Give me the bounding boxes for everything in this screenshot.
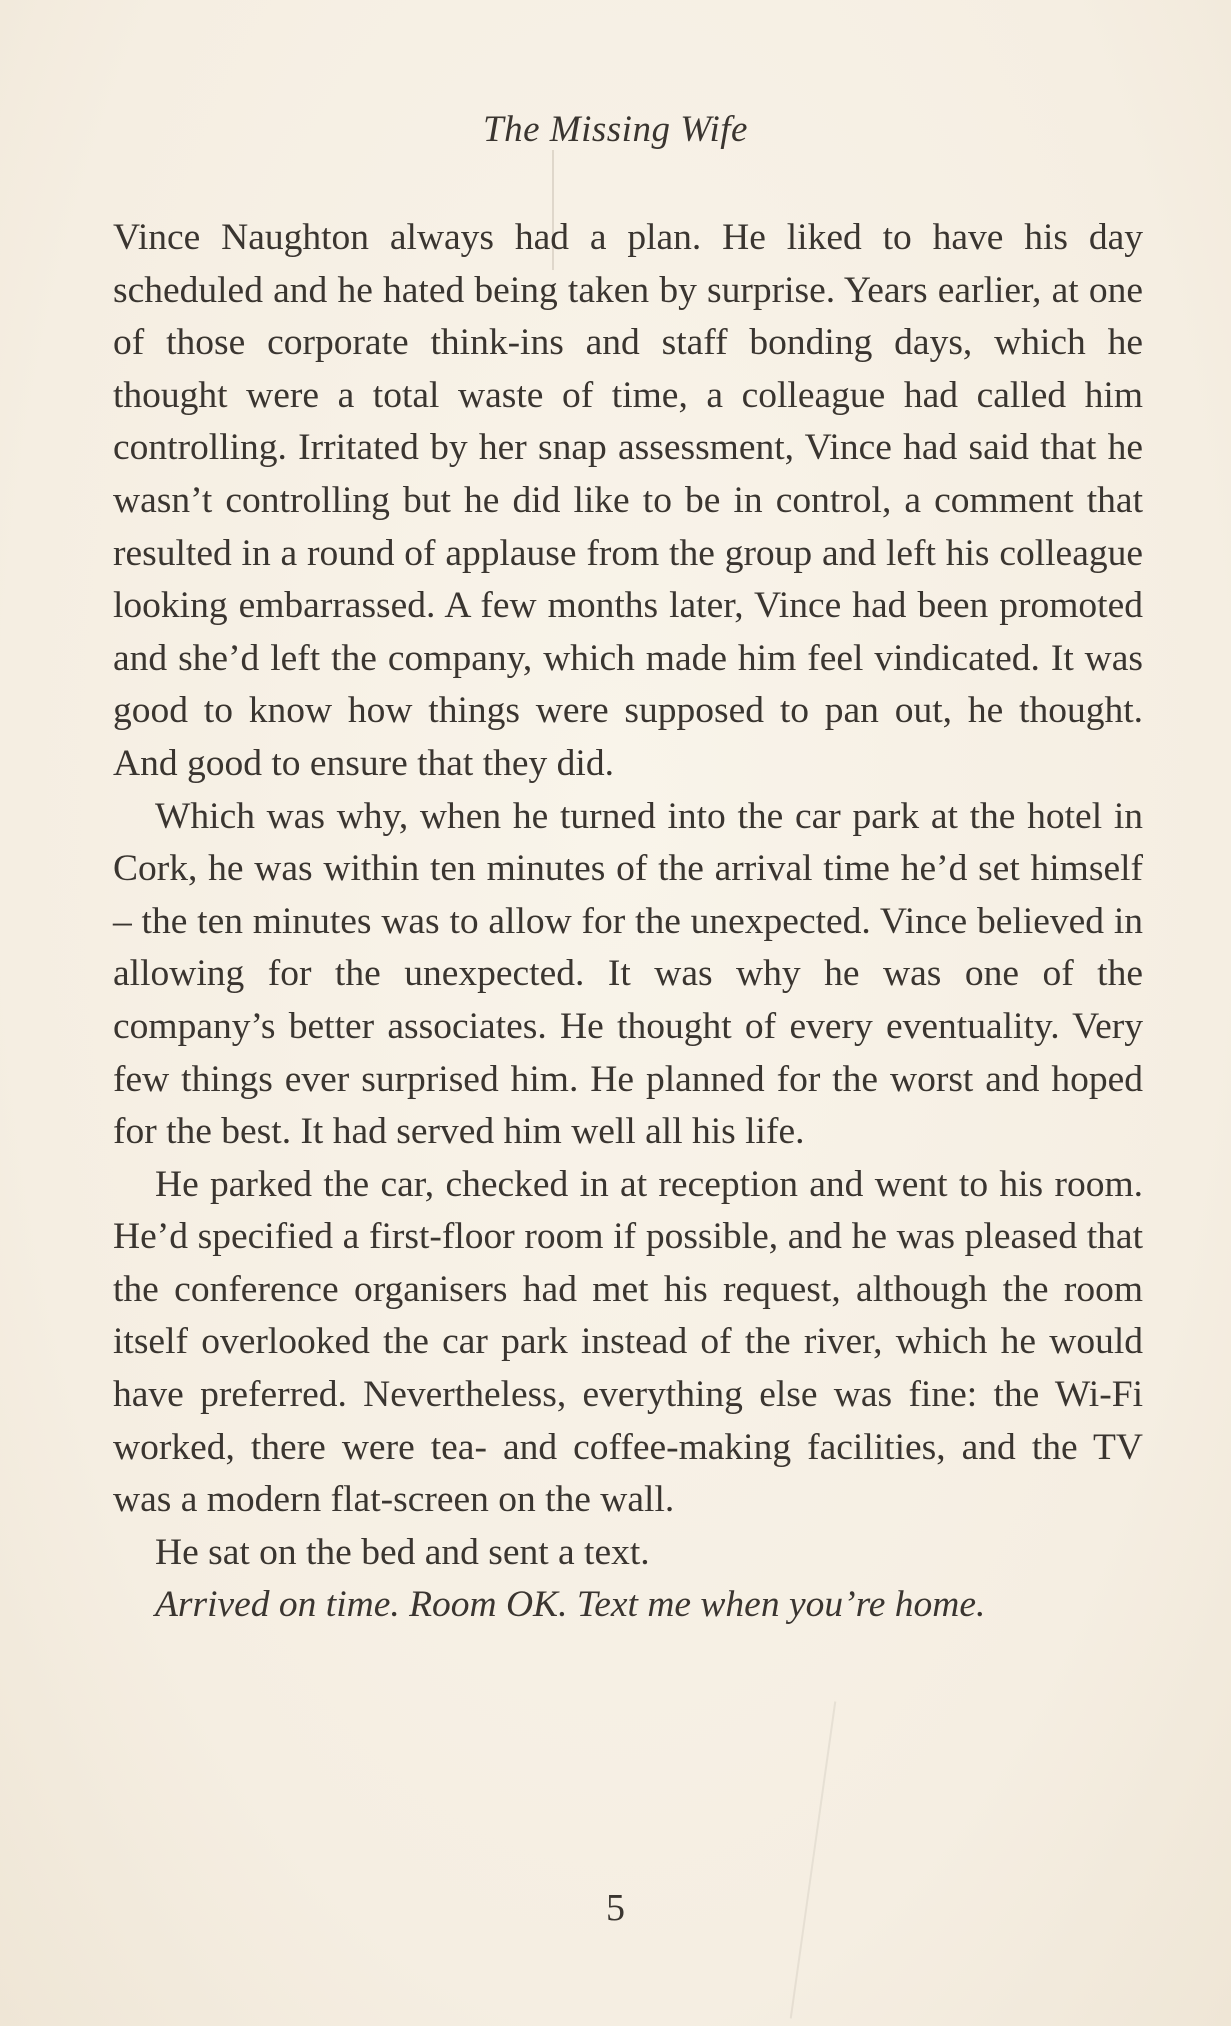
text-message: Arrived on time. Room OK. Text me when you’re home. xyxy=(155,1584,986,1626)
paragraph-1: Vince Naughton always had a plan. He liked to have his day scheduled and he hated being taken by surprise. Years earlier, at one of those corporate think-ins and staff bonding days, which he thought were a total waste of time, a colleague had called him controlling. Irritated by her snap assessment, Vince had said that he wasn’t controlling but he did like to be in control, a comment that resulted in a round of applause from the group and left his colleague looking embarrassed. A few months later, Vince had been promoted and she’d left the company, which made him feel vindicated. It was good to know how things were supposed to pan out, he thought. And good to ensure that they did. xyxy=(113,217,1143,784)
paragraph-4: He sat on the bed and sent a text. xyxy=(155,1531,650,1573)
paragraph-3: He parked the car, checked in at reception and went to his room. He’d specified a first-floor room if possible, and he was pleased that the conference organisers had met his request, although the room itself overlooked the car park instead of the river, which he would have preferred. Nevertheless, everything else was fine: the Wi-Fi worked, there were tea- and coffee-making facilities, and the TV was a modern flat-screen on the wall. xyxy=(113,1163,1143,1521)
page-number: 5 xyxy=(606,1887,625,1929)
page-crease xyxy=(790,1701,837,2018)
running-head: The Missing Wife xyxy=(483,109,748,150)
body-text xyxy=(113,212,1143,1632)
paragraph-2: Which was why, when he turned into the car park at the hotel in Cork, he was within ten minutes of the arrival time he’d set himself – the ten minutes was to allow for the unexpected. Vince believed in allowing for the unexpected. It was why he was one of the company’s better associates. He thought of every eventuality. Very few things ever surprised him. He planned for the worst and hoped for the best. It had served him well all his life. xyxy=(113,795,1143,1153)
